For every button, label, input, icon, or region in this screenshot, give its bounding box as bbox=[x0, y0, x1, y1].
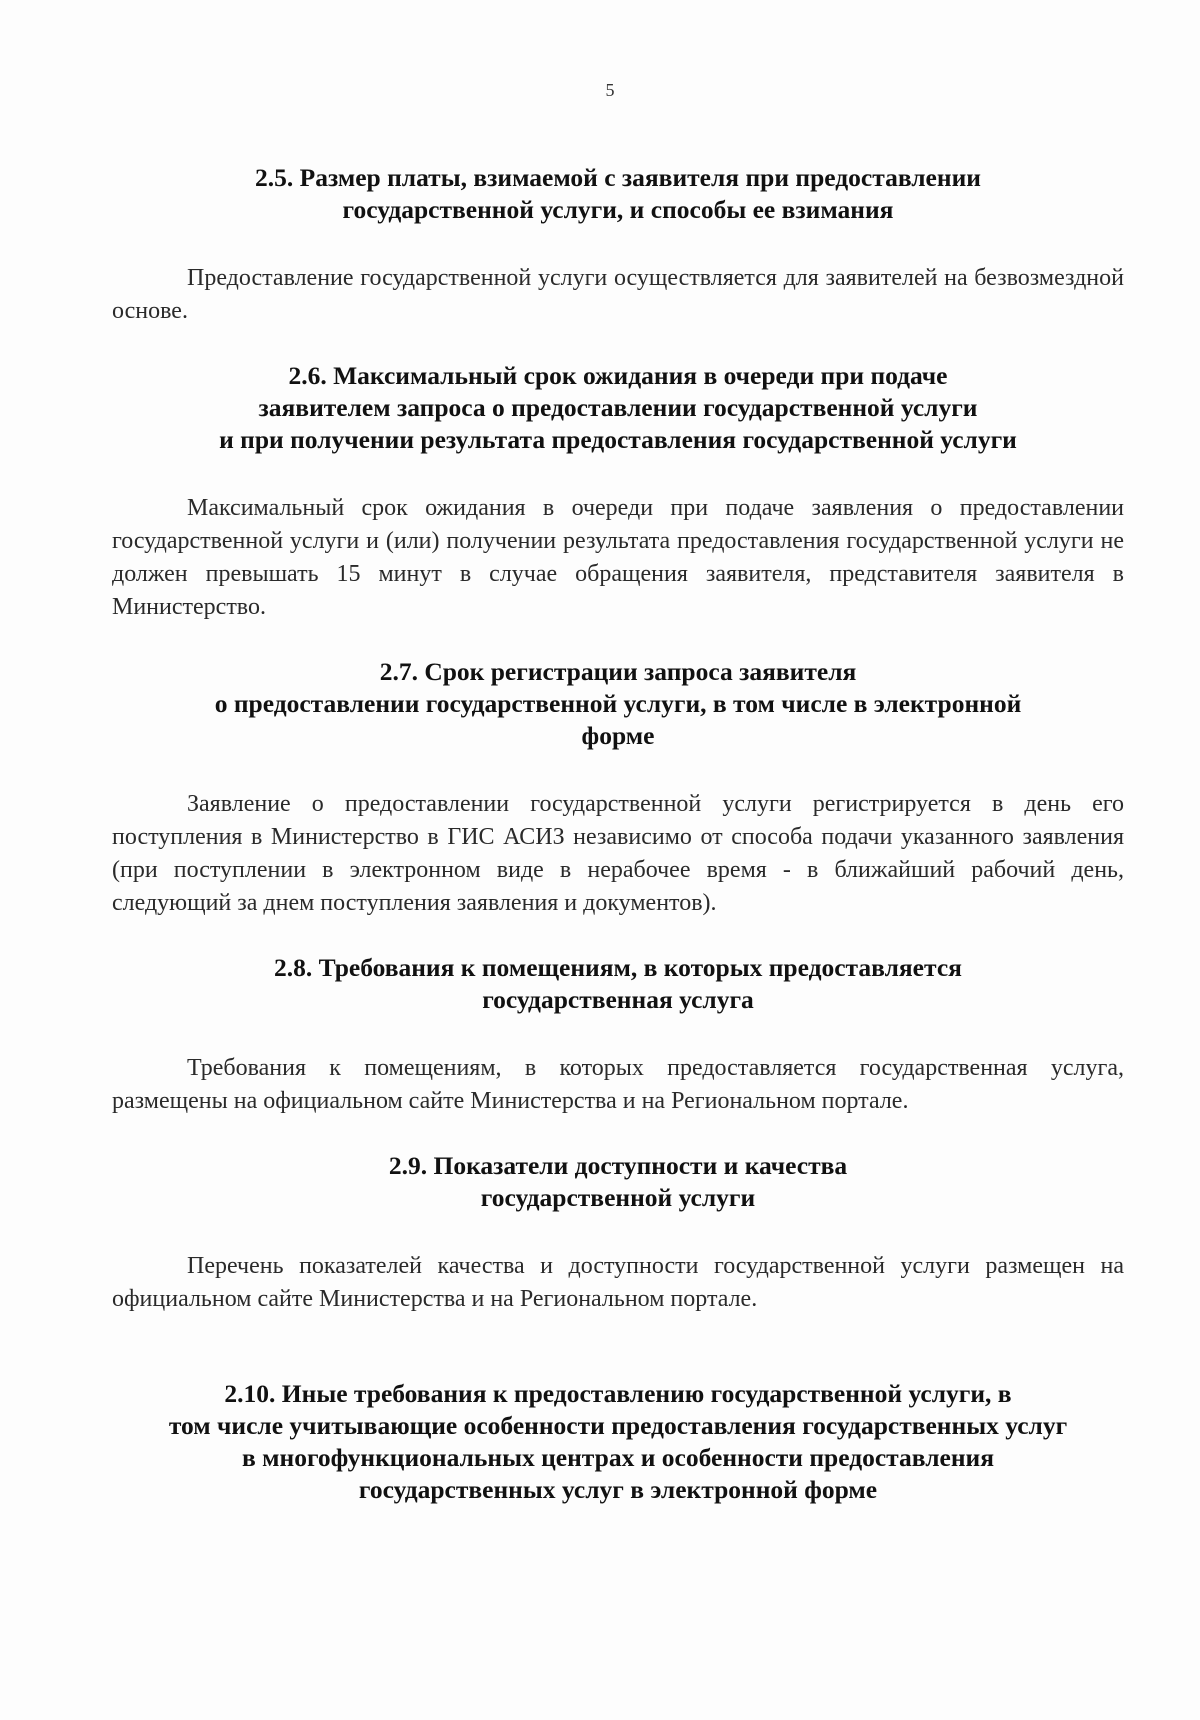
heading-line: 2.7. Срок регистрации запроса заявителя bbox=[379, 657, 857, 686]
heading-line: государственных услуг в электронной форме bbox=[358, 1475, 878, 1504]
section-2-9 bbox=[112, 1150, 1124, 1316]
heading-line: и при получении результата предоставления государственной услуги bbox=[219, 425, 1017, 454]
section-2-7 bbox=[112, 656, 1124, 920]
section-paragraph: Заявление о предоставлении государственной услуги регистрируется в день его поступления в Министерство в ГИС АСИЗ независимо от способа подачи указанного заявления (при поступлении в электронном виде в нерабочее время - в ближайший рабочий день, следующий за днем поступления заявления и документов). bbox=[112, 791, 1124, 916]
heading-line: заявителем запроса о предоставлении государственной услуги bbox=[258, 393, 978, 422]
section-heading bbox=[112, 656, 1124, 752]
heading-line: государственной услуги, и способы ее взимания bbox=[342, 195, 894, 224]
section-heading bbox=[112, 1378, 1124, 1506]
section-2-8 bbox=[112, 952, 1124, 1118]
section-paragraph: Максимальный срок ожидания в очереди при подаче заявления о предоставлении государственной услуги и (или) получении результата предоставления государственной услуги не должен превышать 15 минут в случае обращения заявителя, представителя заявителя в Министерство. bbox=[112, 495, 1124, 620]
heading-line: 2.9. Показатели доступности и качества bbox=[388, 1151, 848, 1180]
heading-line: форме bbox=[581, 721, 655, 750]
document-body bbox=[112, 162, 1124, 1506]
section-paragraph: Перечень показателей качества и доступности государственной услуги размещен на официальном сайте Министерства и на Региональном портале. bbox=[112, 1253, 1124, 1312]
section-heading bbox=[112, 1150, 1124, 1214]
section-paragraph: Требования к помещениям, в которых предоставляется государственная услуга, размещены на официальном сайте Министерства и на Региональном портале. bbox=[112, 1055, 1124, 1114]
heading-line: том числе учитывающие особенности предоставления государственных услуг bbox=[168, 1411, 1068, 1440]
heading-line: 2.6. Максимальный срок ожидания в очереди при подаче bbox=[288, 361, 948, 390]
section-2-5 bbox=[112, 162, 1124, 328]
heading-line: 2.10. Иные требования к предоставлению государственной услуги, в bbox=[224, 1379, 1012, 1408]
section-2-6 bbox=[112, 360, 1124, 624]
section-heading bbox=[112, 952, 1124, 1016]
section-paragraph: Предоставление государственной услуги осуществляется для заявителей на безвозмездной основе. bbox=[112, 265, 1124, 324]
heading-line: в многофункциональных центрах и особенности предоставления bbox=[241, 1443, 995, 1472]
section-heading bbox=[112, 162, 1124, 226]
heading-line: о предоставлении государственной услуги, в том числе в электронной bbox=[214, 689, 1022, 718]
section-heading bbox=[112, 360, 1124, 456]
page-number: 5 bbox=[605, 80, 615, 100]
heading-line: государственной услуги bbox=[480, 1183, 756, 1212]
heading-line: государственная услуга bbox=[482, 985, 754, 1014]
heading-line: 2.8. Требования к помещениям, в которых предоставляется bbox=[274, 953, 962, 982]
heading-line: 2.5. Размер платы, взимаемой с заявителя при предоставлении bbox=[255, 163, 981, 192]
section-2-10 bbox=[112, 1378, 1124, 1506]
